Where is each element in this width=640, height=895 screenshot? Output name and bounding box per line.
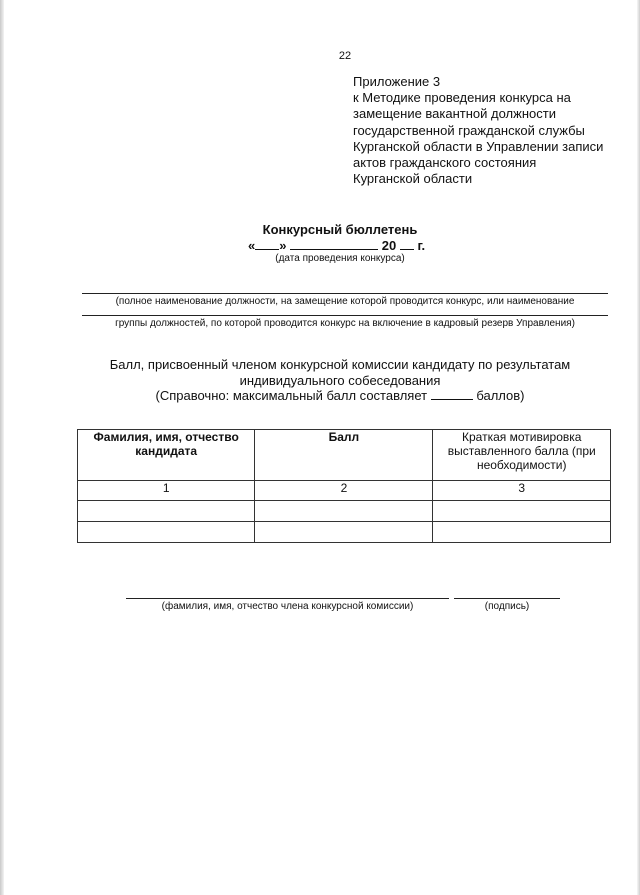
appendix-line: замещение вакантной должности bbox=[353, 106, 556, 122]
signature-line bbox=[454, 598, 560, 599]
table-cell bbox=[433, 522, 611, 543]
appendix-block bbox=[353, 74, 623, 187]
results-table bbox=[77, 429, 611, 543]
score-description bbox=[90, 357, 590, 404]
header-motivation: Краткая мотивировка выставленного балла (при необходимости) bbox=[433, 430, 611, 481]
date-day-blank bbox=[255, 238, 279, 250]
member-name-caption: (фамилия, имя, отчество члена конкурсной комиссии) bbox=[161, 601, 414, 612]
appendix-line: Приложение 3 bbox=[353, 74, 441, 89]
max-score-blank bbox=[431, 388, 473, 400]
table-cell bbox=[433, 501, 611, 522]
column-number: 3 bbox=[433, 481, 611, 501]
scan-edge-left bbox=[0, 0, 4, 895]
position-group-line bbox=[82, 315, 608, 316]
appendix-line: к Методике проведения конкурса на bbox=[353, 90, 571, 106]
position-line bbox=[82, 293, 608, 294]
member-name-line bbox=[126, 598, 449, 599]
date-year-prefix: 20 bbox=[381, 238, 397, 253]
max-score-prefix: (Справочно: максимальный балл составляет bbox=[155, 388, 428, 403]
page-number: 22 bbox=[338, 50, 352, 62]
date-caption: (дата проведения конкурса) bbox=[275, 253, 405, 264]
max-score-suffix: баллов) bbox=[476, 388, 525, 403]
column-number: 1 bbox=[78, 481, 255, 501]
position-caption-1: (полное наименование должности, на замещение которой проводится конкурс, или наименование bbox=[115, 296, 575, 307]
column-number-row bbox=[78, 481, 611, 501]
date-month-blank bbox=[290, 238, 378, 250]
appendix-line: Курганской области в Управлении записи bbox=[353, 138, 604, 154]
appendix-line: Курганской области bbox=[353, 171, 473, 187]
header-candidate-name: Фамилия, имя, отчество кандидата bbox=[78, 430, 255, 481]
column-number: 2 bbox=[255, 481, 433, 501]
score-line-2: индивидуального собеседования bbox=[239, 372, 441, 388]
table-row bbox=[78, 522, 611, 543]
appendix-line: государственной гражданской службы bbox=[353, 122, 585, 138]
table-cell bbox=[255, 501, 433, 522]
position-caption-2: группы должностей, по которой проводится конкурс на включение в кадровый резерв Управления) bbox=[115, 318, 575, 329]
appendix-line: актов гражданского состояния bbox=[353, 155, 537, 171]
date-year-blank bbox=[400, 238, 414, 250]
table-cell bbox=[78, 501, 255, 522]
date-year-suffix: г. bbox=[417, 238, 426, 253]
table-cell bbox=[78, 522, 255, 543]
date-close-quote: » bbox=[279, 238, 287, 253]
signature-caption: (подпись) bbox=[484, 601, 530, 612]
date-open-quote: « bbox=[248, 238, 256, 253]
ballot-title: Конкурсный бюллетень bbox=[262, 222, 418, 237]
date-line bbox=[248, 238, 448, 253]
table-header-row bbox=[78, 430, 611, 481]
table-row bbox=[78, 501, 611, 522]
table-cell bbox=[255, 522, 433, 543]
score-line-1: Балл, присвоенный членом конкурсной комиссии кандидату по результатам bbox=[109, 357, 571, 372]
max-score-reference bbox=[90, 388, 590, 404]
header-score: Балл bbox=[255, 430, 433, 481]
